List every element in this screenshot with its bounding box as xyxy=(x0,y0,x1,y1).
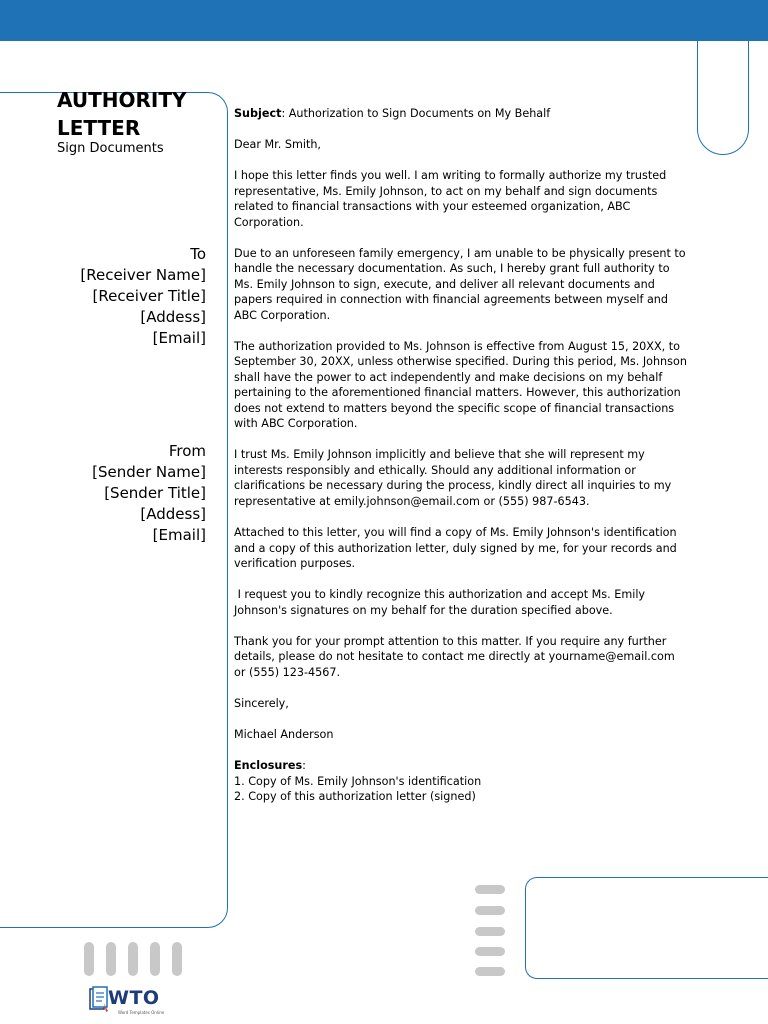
sender-title: [Sender Title] xyxy=(104,484,206,502)
paragraph: The authorization provided to Ms. Johnson is effective from August 15, 20XX, to September 30, 20XX, unless otherwise specified. During this period, Ms. Johnson shall have the power to act independently and make decisions on my behalf pertaining to the aforementioned financial matters. However, this authorization does not extend to matters beyond the specific scope of financial transactions with ABC Corporation. xyxy=(234,339,687,431)
paragraph: I request you to kindly recognize this authorization and accept Ms. Emily Johnson's signatures on my behalf for the duration specified above. xyxy=(234,588,649,617)
paragraph: Attached to this letter, you will find a copy of Ms. Emily Johnson's identification and a copy of this authorization letter, duly signed by me, for your records and verification purposes. xyxy=(234,526,677,571)
recipient-title: [Receiver Title] xyxy=(92,287,206,305)
enclosures-colon: : xyxy=(302,759,306,773)
paragraph: I hope this letter finds you well. I am writing to formally authorize my trusted representative, Ms. Emily Johnson, to act on my behalf and sign documents related to financial transactions with your esteemed organization, ABC Corporation. xyxy=(234,169,667,229)
decor-pill xyxy=(475,927,505,936)
recipient-label: To xyxy=(190,245,206,263)
enclosures-section xyxy=(234,758,688,805)
salutation: Dear Mr. Smith, xyxy=(234,138,321,152)
enclosure-item: 2. Copy of this authorization letter (signed) xyxy=(234,790,476,804)
recipient-email: [Email] xyxy=(152,329,206,347)
decor-pill xyxy=(475,885,505,894)
decor-pill xyxy=(475,906,505,915)
recipient-name: [Receiver Name] xyxy=(80,266,206,284)
enclosures-label: Enclosures xyxy=(234,759,303,773)
enclosures-heading xyxy=(234,758,688,774)
paragraph: Thank you for your prompt attention to this matter. If you require any further details, please do not hesitate to contact me directly at yourname@email.com or (555) 123-4567. xyxy=(234,634,675,679)
header-bar xyxy=(0,0,768,41)
recipient-address: [Addess] xyxy=(140,308,206,326)
decor-pill xyxy=(475,947,505,956)
enclosure-item: 1. Copy of Ms. Emily Johnson's identification xyxy=(234,774,482,788)
decor-pill xyxy=(150,942,160,976)
decor-pill xyxy=(172,942,182,976)
sender-email: [Email] xyxy=(152,526,206,544)
document-icon xyxy=(88,985,110,1015)
paragraph: Due to an unforeseen family emergency, I am unable to be physically present to handle the necessary documentation. As such, I hereby grant full authority to Ms. Emily Johnson to sign, execute, and deliver all relevant documents and papers required in connection with financial agreements between myself and ABC Corporation. xyxy=(234,246,686,322)
sender-block xyxy=(92,441,206,546)
recipient-block xyxy=(80,244,206,349)
sender-address: [Addess] xyxy=(140,505,206,523)
decor-pill xyxy=(128,942,138,976)
signature-name: Michael Anderson xyxy=(234,727,334,741)
paragraph: I trust Ms. Emily Johnson implicitly and believe that she will represent my interests responsibly and ethically. Should any additional information or clarifications be necessary during the process, kindly direct all inquiries to my representative at emily.johnson@email.com or (555) 987-6543. xyxy=(234,448,672,508)
letter-body xyxy=(234,106,688,805)
decorative-box xyxy=(525,877,768,979)
subject-text: : Authorization to Sign Documents on My Behalf xyxy=(281,107,551,120)
sender-label: From xyxy=(168,442,206,460)
decor-pill xyxy=(106,942,116,976)
subject-label: Subject xyxy=(234,107,282,120)
brand-logo xyxy=(88,985,178,1017)
decor-pill xyxy=(475,967,505,976)
document-title: AUTHORITY LETTER xyxy=(57,88,187,140)
decorative-tab xyxy=(697,0,749,155)
logo-wordmark: WTO xyxy=(108,987,160,1009)
logo-tagline: Word Templates Online xyxy=(118,1010,165,1015)
sender-name: [Sender Name] xyxy=(92,463,206,481)
document-subtitle: Sign Documents xyxy=(57,141,164,156)
decor-pill xyxy=(84,942,94,976)
subject-line xyxy=(234,106,688,122)
closing: Sincerely, xyxy=(234,696,289,710)
